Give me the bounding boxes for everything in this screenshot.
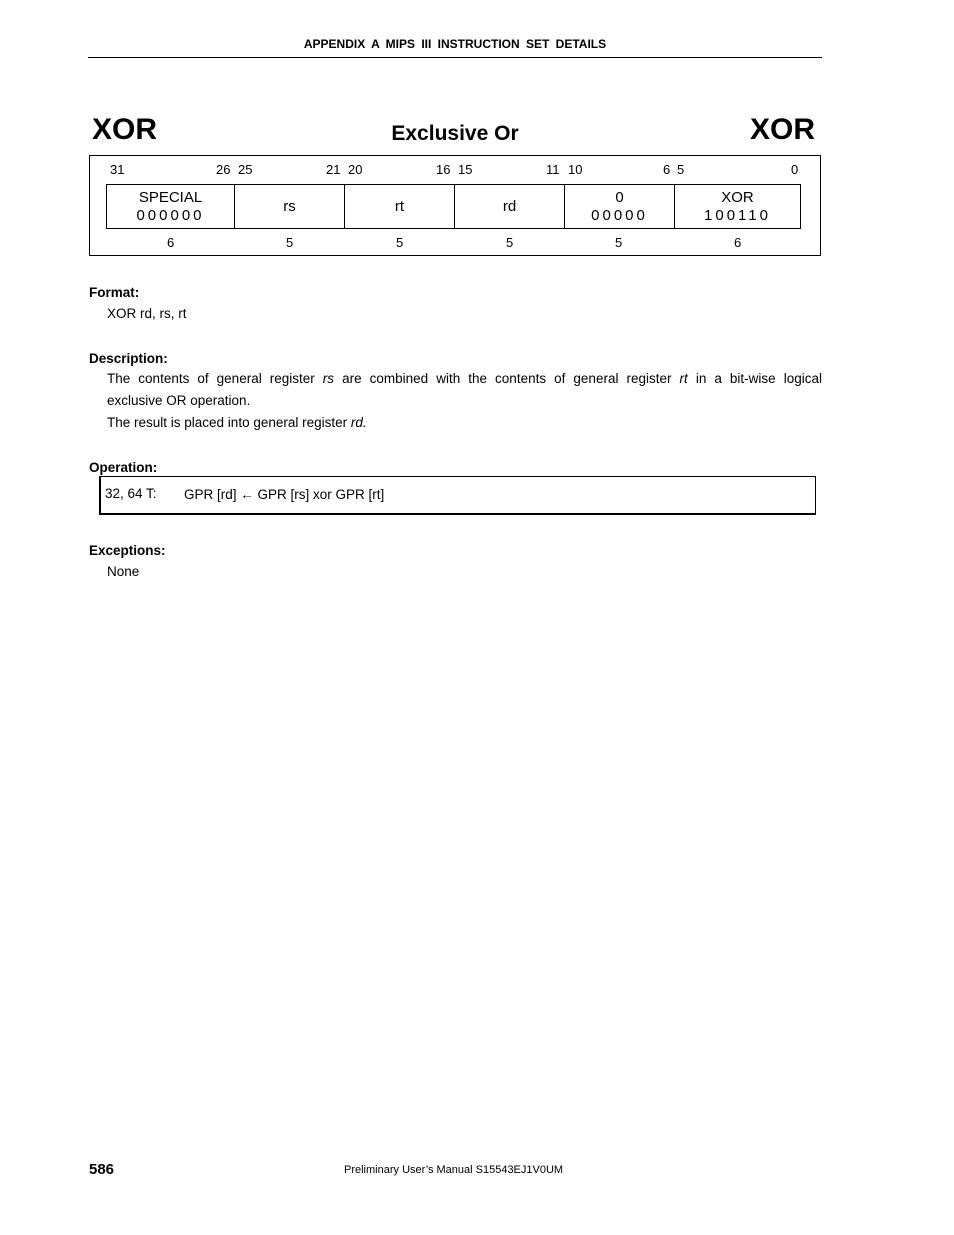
field-width: 6	[167, 235, 175, 250]
description-line	[107, 368, 822, 390]
field-zero	[565, 185, 675, 228]
description-heading: Description:	[89, 351, 168, 366]
field-width: 5	[615, 235, 623, 250]
operation-heading: Operation:	[89, 460, 158, 475]
register-rs: rs	[322, 371, 335, 386]
field-special	[107, 185, 235, 228]
register-rd: rd.	[350, 415, 367, 430]
instruction-title: Exclusive Or	[391, 122, 519, 145]
page-number: 586	[89, 1161, 115, 1178]
bit-label: 5	[677, 162, 685, 177]
exceptions-heading: Exceptions:	[89, 543, 166, 558]
description-line: exclusive OR operation.	[107, 393, 251, 408]
instruction-fields	[106, 184, 801, 229]
bit-label: 11	[546, 162, 560, 177]
field-rs	[235, 185, 345, 228]
bit-label: 21	[326, 162, 341, 177]
field-name: rt	[394, 197, 405, 215]
text-run: The result is placed into general register	[107, 415, 351, 430]
field-code: 100110	[704, 206, 771, 224]
footer-text: Preliminary User’s Manual S15543EJ1V0UM	[344, 1164, 564, 1176]
bit-label: 31	[110, 162, 125, 177]
field-name: rs	[283, 197, 296, 215]
operation-box	[99, 476, 816, 515]
bit-label: 15	[458, 162, 473, 177]
text-run: are combined with the contents of general register	[334, 371, 680, 386]
field-width: 5	[396, 235, 404, 250]
exceptions-text: None	[107, 564, 140, 579]
field-code: 00000	[591, 206, 648, 224]
mnemonic-right: XOR	[749, 113, 815, 146]
description-body	[107, 368, 822, 434]
header-rule	[88, 57, 822, 58]
bit-label: 16	[436, 162, 451, 177]
field-name: rd	[502, 197, 517, 215]
operation-label: 32, 64 T:	[105, 486, 157, 501]
mnemonic-left: XOR	[92, 113, 158, 146]
field-width: 5	[506, 235, 514, 250]
description-line	[107, 412, 822, 434]
bit-label: 20	[348, 162, 363, 177]
field-rd	[455, 185, 565, 228]
field-width: 6	[734, 235, 742, 250]
bit-label: 10	[568, 162, 583, 177]
bit-label: 6	[663, 162, 671, 177]
field-function	[675, 185, 800, 228]
text-run: in a bit-wise logical	[687, 371, 822, 386]
running-header: APPENDIX A MIPS III INSTRUCTION SET DETAILS	[303, 37, 607, 51]
bit-label: 0	[791, 162, 799, 177]
field-name: XOR	[721, 188, 754, 206]
field-code: 000000	[136, 206, 205, 224]
field-width: 5	[286, 235, 294, 250]
bit-label: 25	[238, 162, 253, 177]
field-name: 0	[615, 188, 624, 206]
bit-label: 26	[216, 162, 231, 177]
operation-expression: GPR [rd] ← GPR [rs] xor GPR [rt]	[184, 487, 385, 502]
register-rt: rt	[679, 371, 688, 386]
field-name: SPECIAL	[138, 188, 203, 206]
format-heading: Format:	[89, 285, 140, 300]
format-text: XOR rd, rs, rt	[107, 306, 187, 321]
field-rt	[345, 185, 455, 228]
text-run: The contents of general register	[107, 371, 323, 386]
